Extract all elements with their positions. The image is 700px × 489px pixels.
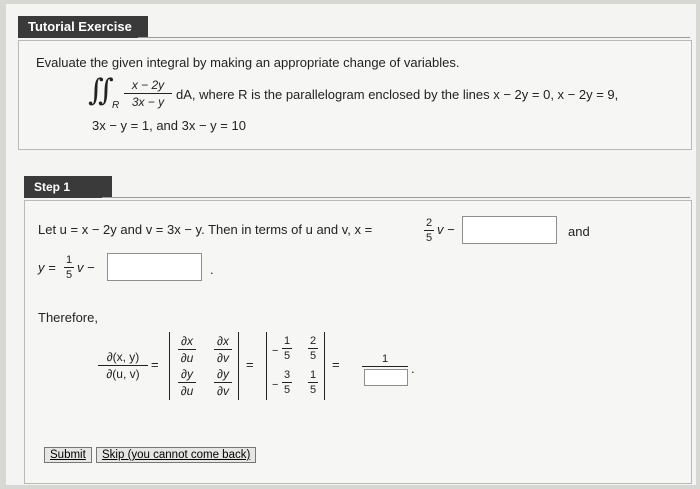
jacobian-den: ∂(u, v) <box>106 367 140 381</box>
minus-11: − <box>272 345 279 357</box>
entry-11 <box>282 335 292 362</box>
step-rule <box>102 197 690 198</box>
entry-21 <box>282 369 292 396</box>
header-rule <box>138 37 690 38</box>
fraction-line <box>214 349 232 350</box>
let-statement: Let u = x − 2y and v = 3x − y. Then in terms of u and v, x = <box>38 222 373 237</box>
integrand-fraction <box>124 78 172 109</box>
fraction-line <box>282 382 292 383</box>
x-tail: v − <box>437 222 455 237</box>
y-coefficient <box>64 254 74 281</box>
y-tail: v − <box>77 260 95 275</box>
x-coef-den: 5 <box>425 232 433 244</box>
entry-22 <box>308 369 318 396</box>
problem-line-1: dA, where R is the parallelogram enclosed by the lines x − 2y = 0, x − 2y = 9, <box>176 87 619 102</box>
dx: ∂x <box>181 334 193 348</box>
numeric-determinant-left <box>266 332 267 400</box>
step-1-panel <box>24 200 692 484</box>
dv: ∂v <box>217 384 229 398</box>
num: 2 <box>309 335 317 347</box>
skip-button[interactable]: Skip (you cannot come back) <box>96 447 256 463</box>
fraction-line <box>98 365 148 366</box>
jacobian-fraction <box>98 350 148 381</box>
numeric-determinant-right <box>324 332 325 400</box>
dx: ∂x <box>217 334 229 348</box>
dy: ∂y <box>217 367 229 381</box>
result-denominator-input[interactable] <box>364 369 408 386</box>
dy: ∂y <box>181 367 193 381</box>
fraction-line <box>214 382 232 383</box>
step-1-header: Step 1 <box>24 176 112 198</box>
fraction-line <box>308 382 318 383</box>
tutorial-page <box>6 4 696 485</box>
fraction-line <box>308 348 318 349</box>
equals-sign-2: = <box>246 357 254 372</box>
y-answer-input[interactable] <box>107 253 202 281</box>
jacobian-num: ∂(x, y) <box>106 350 140 364</box>
tutorial-header: Tutorial Exercise <box>18 16 148 38</box>
du: ∂u <box>180 351 194 365</box>
submit-button[interactable]: Submit <box>44 447 92 463</box>
minus-21: − <box>272 379 279 391</box>
entry-12 <box>308 335 318 362</box>
dydv <box>214 367 232 398</box>
dxdv <box>214 334 232 365</box>
den: 5 <box>283 350 291 362</box>
y-end-period: . <box>210 262 214 277</box>
fraction-line <box>424 230 434 231</box>
problem-line-2: 3x − y = 1, and 3x − y = 10 <box>92 118 246 133</box>
result-fraction <box>362 353 408 365</box>
dxdu <box>178 334 196 365</box>
result-end-period: . <box>411 361 415 376</box>
fraction-line <box>64 267 74 268</box>
determinant-bar-right <box>238 332 239 400</box>
den: 5 <box>309 350 317 362</box>
double-integral-sign: ∬ <box>88 73 114 108</box>
fraction-line <box>124 93 172 94</box>
dydu <box>178 367 196 398</box>
x-answer-input[interactable] <box>462 216 557 244</box>
integrand-denominator: 3x − y <box>131 95 165 109</box>
result-fraction-line <box>362 366 408 367</box>
determinant-bar-left <box>169 332 170 400</box>
den: 5 <box>283 384 291 396</box>
problem-instruction: Evaluate the given integral by making an appropriate change of variables. <box>36 55 460 70</box>
equals-sign-1: = <box>151 357 159 372</box>
num: 1 <box>283 335 291 347</box>
num: 1 <box>309 369 317 381</box>
x-coef-num: 2 <box>425 217 433 229</box>
x-coefficient <box>424 217 434 244</box>
fraction-line <box>282 348 292 349</box>
den: 5 <box>309 384 317 396</box>
therefore-label: Therefore, <box>38 310 98 325</box>
y-coef-den: 5 <box>65 269 73 281</box>
and-label: and <box>568 224 590 239</box>
dv: ∂v <box>217 351 229 365</box>
fraction-line <box>178 382 196 383</box>
fraction-line <box>178 349 196 350</box>
du: ∂u <box>180 384 194 398</box>
region-subscript: R <box>112 100 120 111</box>
integrand-numerator: x − 2y <box>131 78 165 92</box>
y-prefix: y = <box>38 260 56 275</box>
result-num: 1 <box>381 353 389 365</box>
num: 3 <box>283 369 291 381</box>
y-coef-num: 1 <box>65 254 73 266</box>
equals-sign-3: = <box>332 357 340 372</box>
